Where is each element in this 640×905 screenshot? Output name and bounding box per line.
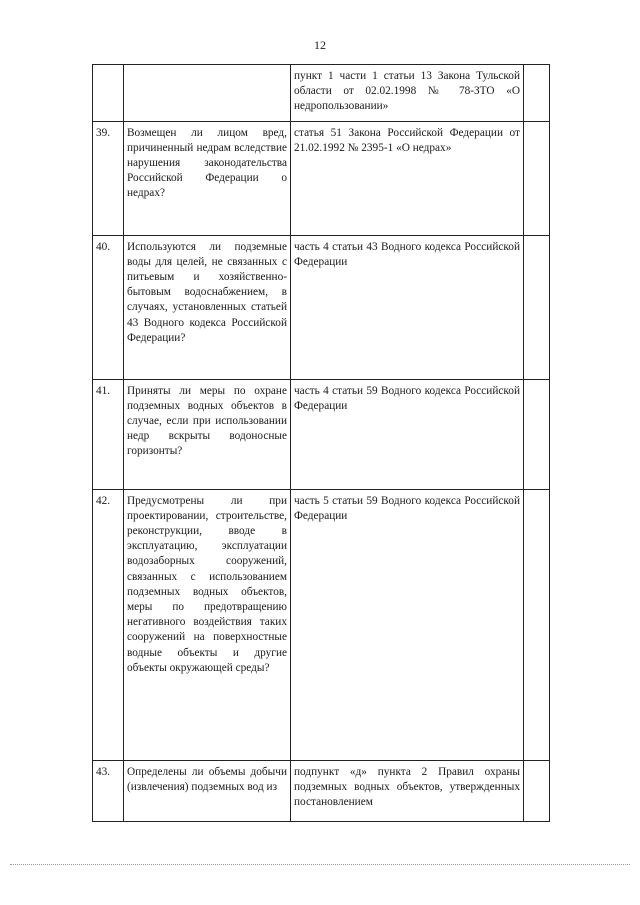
- table-row: [93, 379, 550, 489]
- requirement-question: Возмещен ли лицом вред, причиненный недрам вследствие нарушения законодательства Российской Федерации о недрах?: [124, 121, 291, 235]
- table-row: [93, 760, 550, 821]
- row-number: 42.: [93, 489, 124, 760]
- checklist-table: [92, 64, 550, 822]
- table-row: [93, 121, 550, 235]
- table-row: [93, 65, 550, 122]
- legal-reference: часть 5 статьи 59 Водного кодекса Российской Федерации: [291, 489, 524, 760]
- answer-cell: [524, 235, 550, 379]
- answer-cell: [524, 489, 550, 760]
- requirement-question: Предусмотрены ли при проектировании, строительстве, реконструкции, вводе в эксплуатацию, эксплуатации водозаборных сооружений, связанных с использованием подземных водных объектов, меры по предотвращению негативного воздействия таких сооружений на поверхностные водные объекты и другие объекты окружающей среды?: [124, 489, 291, 760]
- row-number: 39.: [93, 121, 124, 235]
- legal-reference: пункт 1 части 1 статьи 13 Закона Тульской области от 02.02.1998 № 78-ЗТО «О недропользовании»: [291, 65, 524, 122]
- table-row: [93, 235, 550, 379]
- row-number: 43.: [93, 760, 124, 821]
- row-number: 41.: [93, 379, 124, 489]
- answer-cell: [524, 760, 550, 821]
- row-number: [93, 65, 124, 122]
- answer-cell: [524, 65, 550, 122]
- page-number: 12: [314, 38, 326, 52]
- legal-reference: часть 4 статьи 59 Водного кодекса Российской Федерации: [291, 379, 524, 489]
- row-number: 40.: [93, 235, 124, 379]
- scan-edge-dots: [10, 864, 630, 865]
- requirement-question: Используются ли подземные воды для целей, не связанных с питьевым и хозяйственно-бытовым водоснабжением, в случаях, установленных статьей 43 Водного кодекса Российской Федерации?: [124, 235, 291, 379]
- answer-cell: [524, 121, 550, 235]
- legal-reference: подпункт «д» пункта 2 Правил охраны подземных водных объектов, утвержденных постановлением: [291, 760, 524, 821]
- requirement-question: Приняты ли меры по охране подземных водных объектов в случае, если при использовании недр вскрыты водоносные горизонты?: [124, 379, 291, 489]
- table-row: [93, 489, 550, 760]
- legal-reference: часть 4 статьи 43 Водного кодекса Российской Федерации: [291, 235, 524, 379]
- requirement-question: [124, 65, 291, 122]
- requirement-question: Определены ли объемы добычи (извлечения) подземных вод из: [124, 760, 291, 821]
- answer-cell: [524, 379, 550, 489]
- legal-reference: статья 51 Закона Российской Федерации от 21.02.1992 № 2395-1 «О недрах»: [291, 121, 524, 235]
